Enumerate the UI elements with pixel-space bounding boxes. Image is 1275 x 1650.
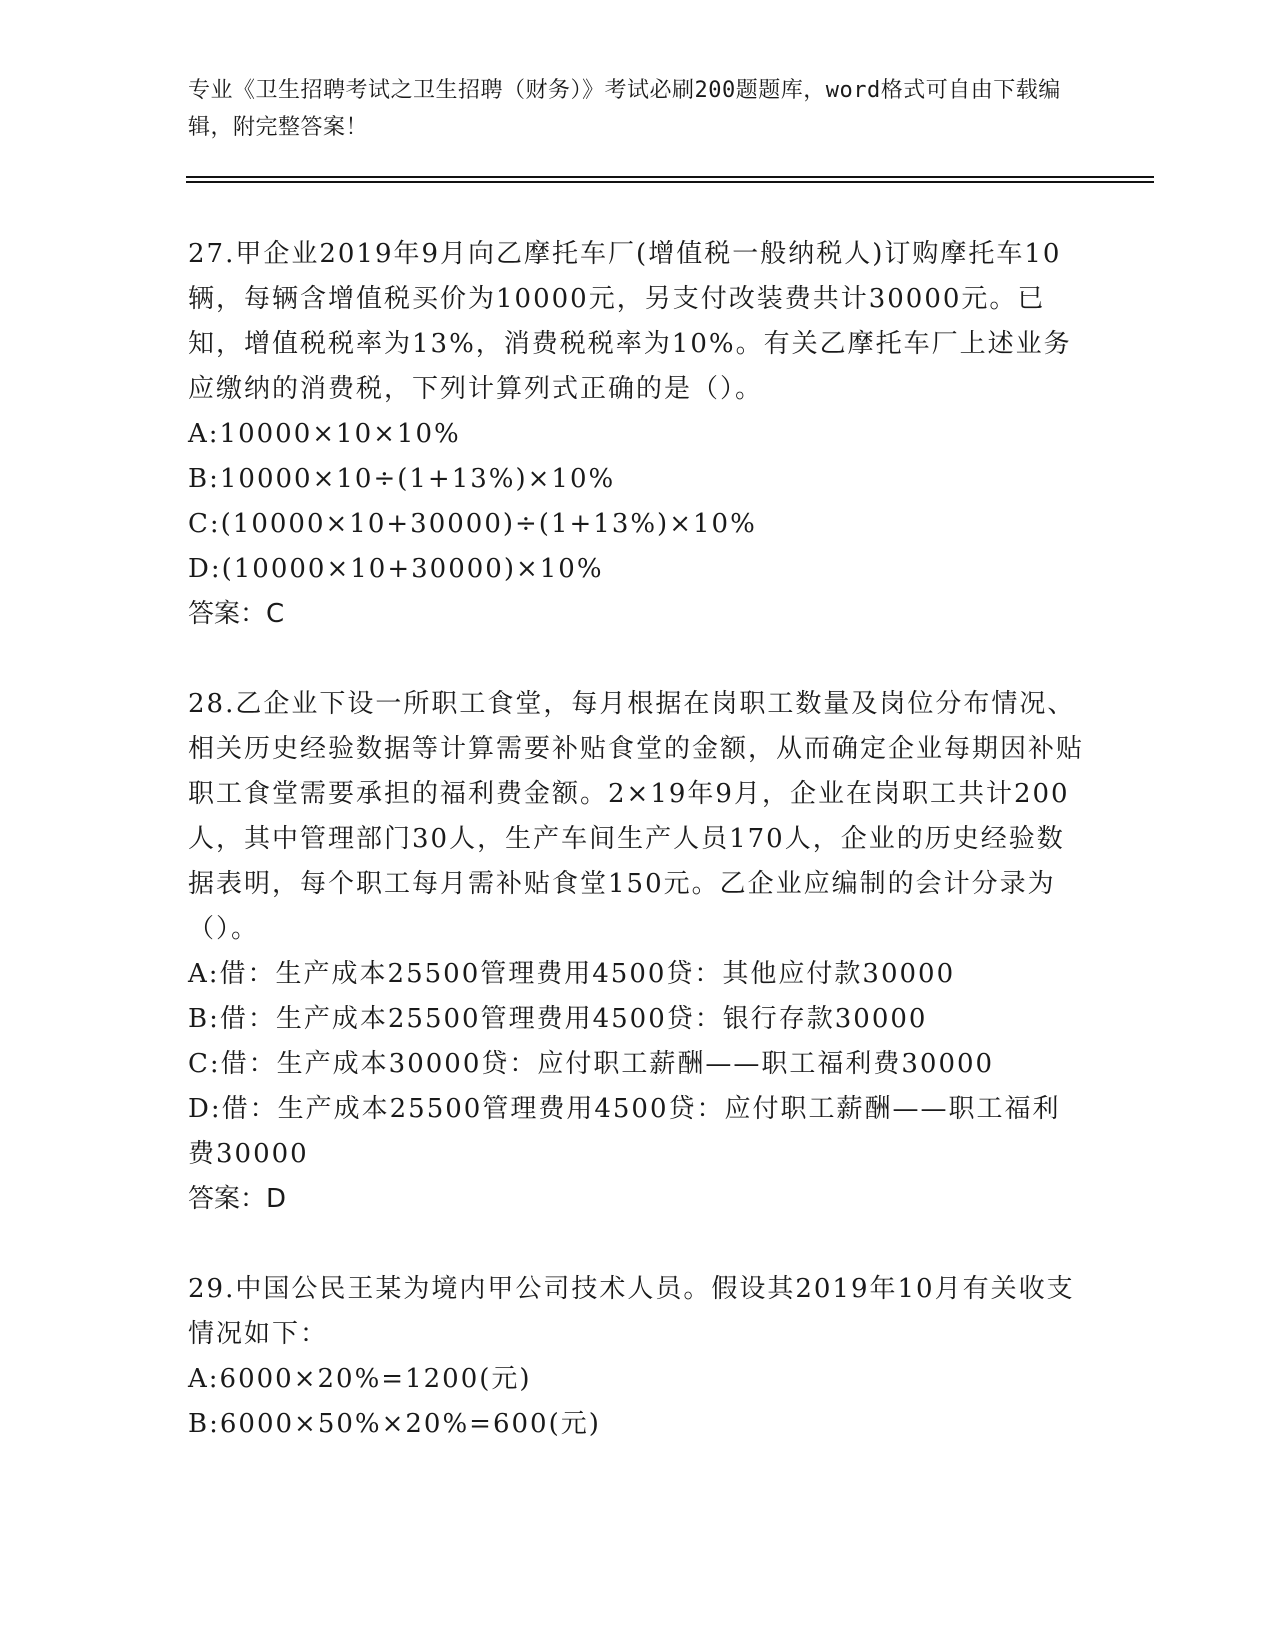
option-a: A:借：生产成本25500管理费用4500贷：其他应付款30000 xyxy=(188,959,956,989)
option-b: B:10000×10÷(1+13%)×10% xyxy=(188,464,616,494)
option-a: A:10000×10×10% xyxy=(188,419,461,449)
option-c: C:(10000×10+30000)÷(1+13%)×10% xyxy=(188,509,757,539)
answer-label: 答案：D xyxy=(188,1184,287,1214)
question-stem: 28.乙企业下设一所职工食堂，每月根据在岗职工数量及岗位分布情况、相关历史经验数据等计算需要补贴食堂的金额，从而确定企业每期因补贴职工食堂需要承担的福利费金额。2×19年9月，企业在岗职工共计200人，其中管理部门30人，生产车间生产人员170人，企业的历史经验数据表明，每个职工每月需补贴食堂150元。乙企业应编制的会计分录为（）。 xyxy=(188,689,1085,944)
option-a: A:6000×20%=1200(元) xyxy=(188,1364,532,1394)
option-c: C:借：生产成本30000贷：应付职工薪酬——职工福利费30000 xyxy=(188,1049,995,1079)
question-list xyxy=(188,232,1088,1447)
option-d: D:借：生产成本25500管理费用4500贷：应付职工薪酬——职工福利费30000 xyxy=(188,1094,1061,1169)
header-divider-bottom xyxy=(186,181,1154,183)
question-27 xyxy=(188,232,1088,637)
option-b: B:借：生产成本25500管理费用4500贷：银行存款30000 xyxy=(188,1004,928,1034)
option-b: B:6000×50%×20%=600(元) xyxy=(188,1409,601,1439)
question-spacer xyxy=(188,1222,1088,1267)
question-spacer xyxy=(188,637,1088,682)
question-stem: 29.中国公民王某为境内甲公司技术人员。假设其2019年10月有关收支情况如下： xyxy=(188,1274,1075,1349)
question-stem: 27.甲企业2019年9月向乙摩托车厂(增值税一般纳税人)订购摩托车10辆，每辆含增值税买价为10000元，另支付改装费共计30000元。已知，增值税税率为13%，消费税税率为10%。有关乙摩托车厂上述业务应缴纳的消费税，下列计算列式正确的是（）。 xyxy=(188,239,1072,404)
question-28 xyxy=(188,682,1088,1222)
answer-label: 答案：C xyxy=(188,599,285,629)
document-header: 专业《卫生招聘考试之卫生招聘（财务）》考试必刷200题题库，word格式可自由下载编辑，附完整答案！ xyxy=(188,78,1061,140)
question-29 xyxy=(188,1267,1088,1447)
header-divider-top xyxy=(186,176,1154,178)
option-d: D:(10000×10+30000)×10% xyxy=(188,554,604,584)
